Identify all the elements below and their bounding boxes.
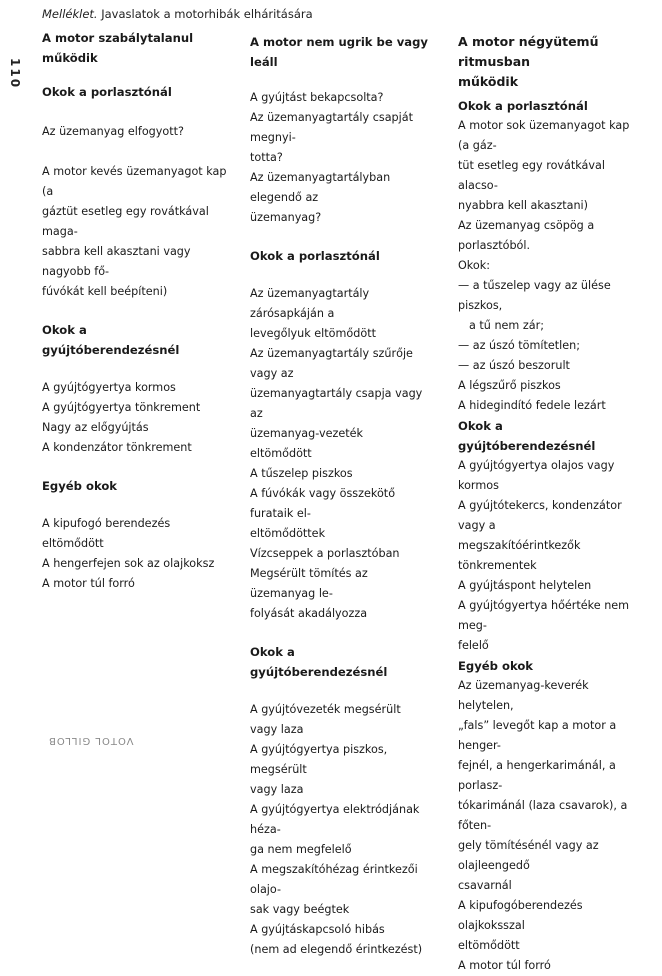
col2-line: sak vagy beégtek bbox=[250, 903, 350, 916]
col3-line: tüt esetleg egy rovátkával alacso- bbox=[458, 159, 605, 192]
col2-line: Az üzemanyagtartályban elegendő az bbox=[250, 171, 391, 204]
col1-line: gáztüt esetleg egy rovátkával maga- bbox=[42, 205, 209, 238]
col3-line: Az üzemanyag csöpög a porlasztóból. bbox=[458, 219, 595, 252]
header-label: Melléklet. bbox=[42, 7, 98, 21]
col3-heading-carburetor: Okok a porlasztónál bbox=[458, 99, 588, 113]
col1-line: Az üzemanyag elfogyott? bbox=[42, 125, 184, 138]
col2-line: Megsérült tömítés az üzemanyag le- bbox=[250, 567, 368, 600]
col3-heading-ignition: Okok a gyújtóberendezésnél bbox=[458, 419, 596, 453]
col2-line: Az üzemanyagtartály szűrője vagy az bbox=[250, 347, 413, 380]
col2-line: üzemanyag-vezeték eltömődött bbox=[250, 427, 364, 460]
col1-line: fúvókát kell beépíteni) bbox=[42, 285, 168, 298]
col2-line: A megszakítóhézag érintkezői olajo- bbox=[250, 863, 418, 896]
col1-line: A gyújtógyertya tönkrement bbox=[42, 401, 201, 414]
col3-line: Okok: bbox=[458, 259, 490, 272]
col1-line: A kondenzátor tönkrement bbox=[42, 441, 192, 454]
col1-line: A gyújtógyertya kormos bbox=[42, 381, 176, 394]
col3-line: megszakítóérintkezők tönkrementek bbox=[458, 539, 581, 572]
col3-line: nyabbra kell akasztani) bbox=[458, 199, 589, 212]
header-text: Javaslatok a motorhibák elháritására bbox=[97, 7, 313, 21]
col3-line: — az úszó tömítetlen; bbox=[458, 339, 580, 352]
col2-line: A tűszelep piszkos bbox=[250, 467, 353, 480]
col2-heading-ignition: Okok a gyújtóberendezésnél bbox=[250, 645, 388, 679]
col2-line: vagy laza bbox=[250, 783, 304, 796]
col2-line: A gyújtáskapcsoló hibás bbox=[250, 923, 385, 936]
col3-line: a tű nem zár; bbox=[469, 319, 544, 332]
col3-title: A motor négyütemű ritmusban bbox=[458, 34, 599, 69]
col3-line: csavarnál bbox=[458, 879, 512, 892]
page-number: 110 bbox=[8, 58, 22, 90]
col1-heading-other: Egyéb okok bbox=[42, 479, 118, 493]
col2-line: Az üzemanyagtartály zárósapkáján a bbox=[250, 287, 370, 320]
column-3 bbox=[458, 28, 636, 976]
col3-line: A motor túl forró bbox=[458, 959, 551, 972]
col3-line: A gyújtógyertya olajos vagy kormos bbox=[458, 459, 615, 492]
col3-line: A gyújtógyertya hőértéke nem meg- bbox=[458, 599, 630, 632]
col2-line: eltömődöttek bbox=[250, 527, 326, 540]
col3-line: eltömődött bbox=[458, 939, 520, 952]
col1-line: sabbra kell akasztani vagy nagyobb fő- bbox=[42, 245, 191, 278]
column-1 bbox=[42, 28, 227, 594]
col2-line: totta? bbox=[250, 151, 283, 164]
col2-line: Vízcseppek a porlasztóban bbox=[250, 547, 400, 560]
col1-heading-ignition: Okok a gyújtóberendezésnél bbox=[42, 323, 180, 357]
col3-line: A hidegindító fedele lezárt bbox=[458, 399, 606, 412]
col2-line: A gyújtógyertya piszkos, megsérült bbox=[250, 743, 388, 776]
col1-line: A motor túl forró bbox=[42, 577, 135, 590]
col3-line: gely tömítésénél vagy az olajleengedő bbox=[458, 839, 599, 872]
column-2 bbox=[250, 28, 428, 960]
col3-line: A gyújtótekercs, kondenzátor vagy a bbox=[458, 499, 622, 532]
col1-line: A motor kevés üzemanyagot kap (a bbox=[42, 165, 227, 198]
col3-line: „fals” levegőt kap a motor a henger- bbox=[458, 719, 617, 752]
col2-line: ga nem megfelelő bbox=[250, 843, 352, 856]
col3-line: — a tűszelep vagy az ülése piszkos, bbox=[458, 279, 611, 312]
col2-line: folyását akadályozza bbox=[250, 607, 368, 620]
col2-title: A motor nem ugrik be vagy leáll bbox=[250, 35, 428, 69]
col3-line: A motor sok üzemanyagot kap (a gáz- bbox=[458, 119, 630, 152]
col2-line: üzemanyagtartály csapja vagy az bbox=[250, 387, 423, 420]
col1-title: A motor szabálytalanul működik bbox=[42, 31, 194, 65]
col3-line: A kipufogóberendezés olajkoksszal bbox=[458, 899, 583, 932]
col1-line: A hengerfejen sok az olajkoksz bbox=[42, 557, 215, 570]
col2-line: (nem ad elegendő érintkezést) bbox=[250, 943, 423, 956]
col3-line: tókarimánál (laza csavarok), a főten- bbox=[458, 799, 628, 832]
col3-line: A gyújtáspont helytelen bbox=[458, 579, 592, 592]
col2-line: üzemanyag? bbox=[250, 211, 322, 224]
col2-line: A gyújtóvezeték megsérült vagy laza bbox=[250, 703, 401, 736]
col2-heading-carburetor: Okok a porlasztónál bbox=[250, 249, 380, 263]
page-header bbox=[42, 7, 313, 21]
footer-mark: VOTOL GILLOB bbox=[48, 735, 134, 746]
col3-line: felelő bbox=[458, 639, 489, 652]
col3-title-cont: működik bbox=[458, 74, 519, 89]
col3-heading-other: Egyéb okok bbox=[458, 659, 534, 673]
col1-heading-carburetor: Okok a porlasztónál bbox=[42, 85, 172, 99]
col3-line: — az úszó beszorult bbox=[458, 359, 570, 372]
col2-line: A fúvókák vagy összekötő furataik el- bbox=[250, 487, 396, 520]
col1-line: Nagy az előgyújtás bbox=[42, 421, 149, 434]
col2-line: Az üzemanyagtartály csapját megnyi- bbox=[250, 111, 414, 144]
col2-line: levegőlyuk eltömődött bbox=[250, 327, 376, 340]
col1-line: A kipufogó berendezés eltömődött bbox=[42, 517, 171, 550]
col3-line: fejnél, a hengerkarimánál, a porlasz- bbox=[458, 759, 616, 792]
col3-line: Az üzemanyag-keverék helytelen, bbox=[458, 679, 589, 712]
col2-line: A gyújtógyertya elektródjának héza- bbox=[250, 803, 420, 836]
col2-line: A gyújtást bekapcsolta? bbox=[250, 91, 384, 104]
col3-line: A légszűrő piszkos bbox=[458, 379, 561, 392]
